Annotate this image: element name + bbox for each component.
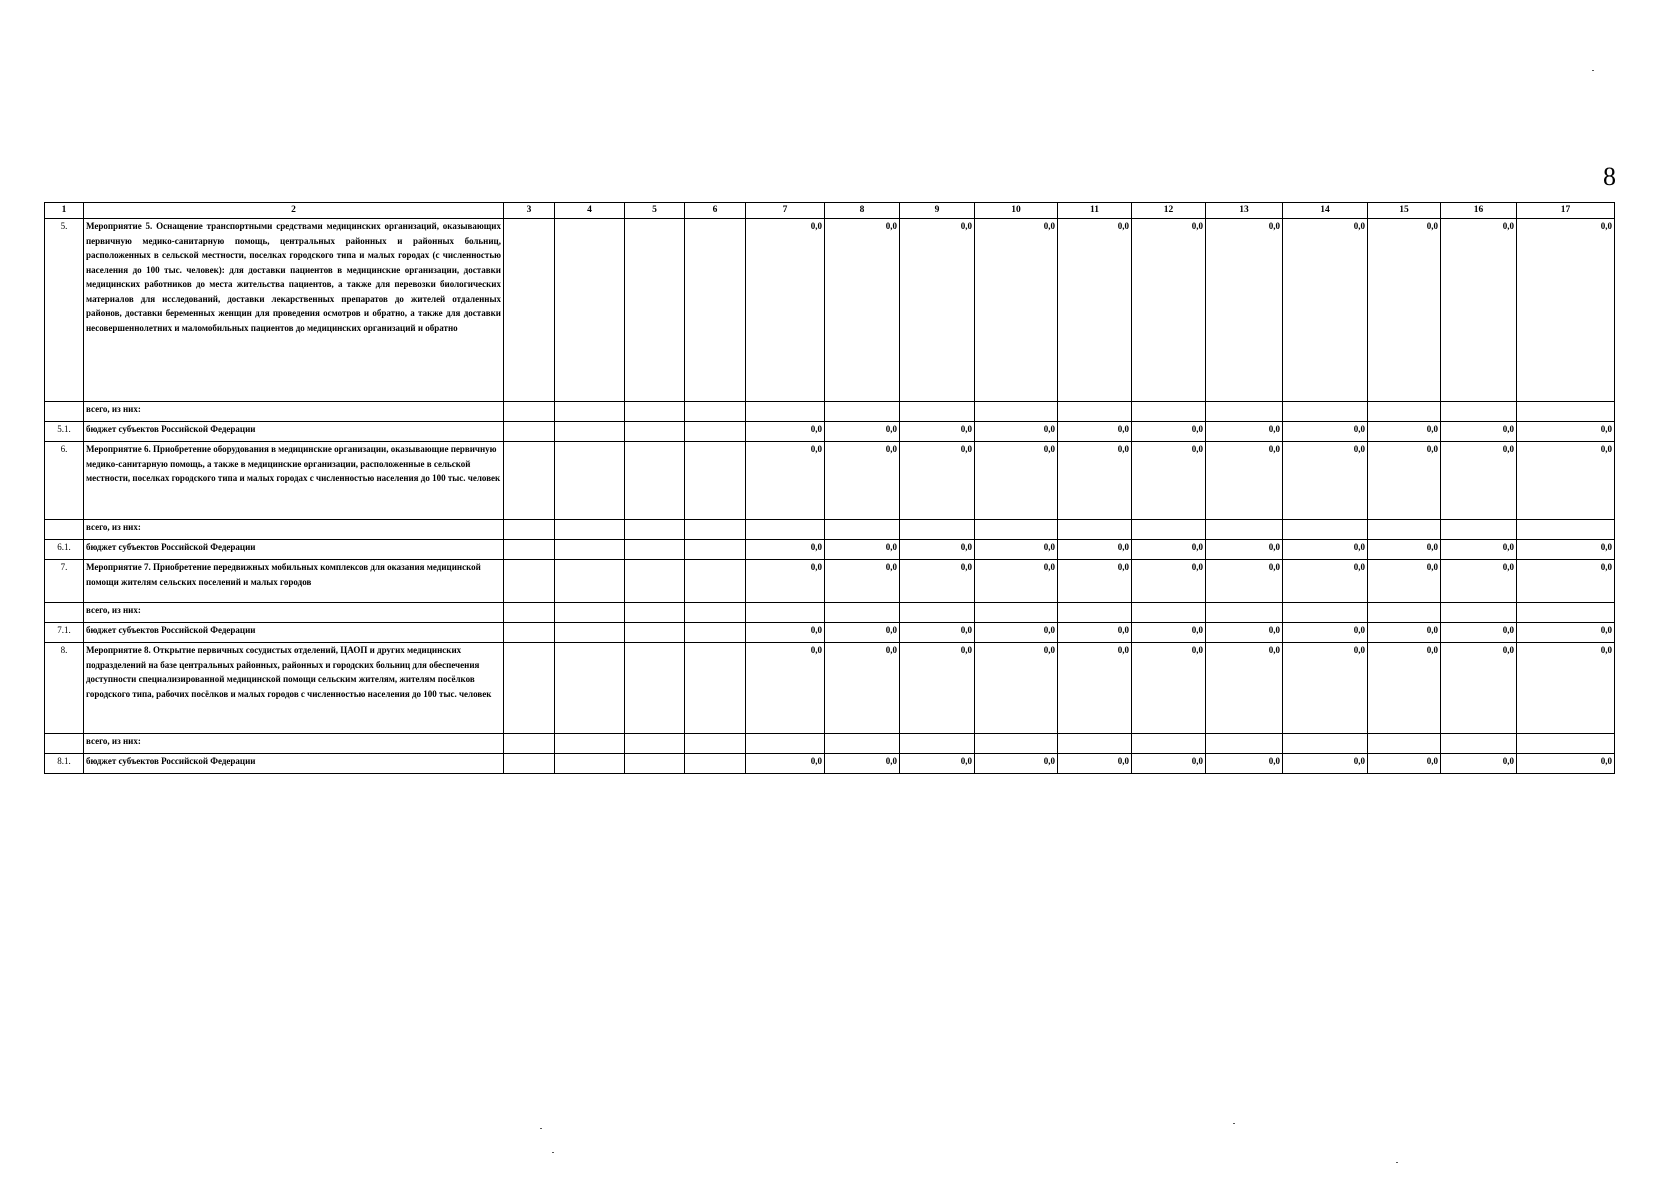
empty-cell bbox=[625, 734, 685, 754]
value-cell: 0,0 bbox=[1058, 560, 1132, 603]
header-cell: 15 bbox=[1368, 203, 1441, 219]
header-cell: 11 bbox=[1058, 203, 1132, 219]
empty-cell bbox=[625, 540, 685, 560]
value-cell: 0,0 bbox=[1517, 560, 1615, 603]
empty-cell bbox=[504, 754, 555, 774]
table-row bbox=[45, 219, 1615, 402]
empty-cell bbox=[555, 422, 625, 442]
value-cell: 0,0 bbox=[1206, 643, 1283, 734]
header-cell: 5 bbox=[625, 203, 685, 219]
value-cell: 0,0 bbox=[1283, 422, 1368, 442]
value-cell: 0,0 bbox=[1441, 219, 1517, 402]
value-cell: 0,0 bbox=[1206, 623, 1283, 643]
value-cell: 0,0 bbox=[1132, 422, 1206, 442]
row-number: 6. bbox=[45, 442, 84, 520]
value-cell: 0,0 bbox=[746, 540, 825, 560]
table-row bbox=[45, 520, 1615, 540]
value-cell: 0,0 bbox=[975, 219, 1058, 402]
value-cell: 0,0 bbox=[1517, 643, 1615, 734]
row-description: всего, из них: bbox=[84, 520, 504, 540]
value-cell bbox=[1058, 402, 1132, 422]
value-cell: 0,0 bbox=[1058, 540, 1132, 560]
value-cell: 0,0 bbox=[1441, 754, 1517, 774]
value-cell bbox=[1368, 734, 1441, 754]
empty-cell bbox=[625, 754, 685, 774]
value-cell: 0,0 bbox=[825, 623, 900, 643]
empty-cell bbox=[504, 219, 555, 402]
value-cell bbox=[1368, 603, 1441, 623]
value-cell bbox=[1517, 402, 1615, 422]
value-cell bbox=[1206, 603, 1283, 623]
empty-cell bbox=[625, 623, 685, 643]
row-number: 5.1. bbox=[45, 422, 84, 442]
table-row bbox=[45, 442, 1615, 520]
row-number: 5. bbox=[45, 219, 84, 402]
value-cell bbox=[900, 402, 975, 422]
value-cell bbox=[1283, 603, 1368, 623]
value-cell bbox=[1517, 734, 1615, 754]
row-description: бюджет субъектов Российской Федерации bbox=[84, 623, 504, 643]
empty-cell bbox=[504, 422, 555, 442]
value-cell: 0,0 bbox=[1283, 754, 1368, 774]
empty-cell bbox=[685, 754, 746, 774]
empty-cell bbox=[625, 219, 685, 402]
empty-cell bbox=[625, 402, 685, 422]
value-cell bbox=[825, 734, 900, 754]
value-cell: 0,0 bbox=[746, 442, 825, 520]
row-number bbox=[45, 603, 84, 623]
empty-cell bbox=[504, 643, 555, 734]
value-cell: 0,0 bbox=[1283, 540, 1368, 560]
table-row bbox=[45, 754, 1615, 774]
value-cell: 0,0 bbox=[900, 623, 975, 643]
value-cell: 0,0 bbox=[746, 643, 825, 734]
empty-cell bbox=[685, 520, 746, 540]
header-cell: 6 bbox=[685, 203, 746, 219]
empty-cell bbox=[555, 754, 625, 774]
value-cell bbox=[1368, 402, 1441, 422]
value-cell: 0,0 bbox=[975, 623, 1058, 643]
empty-cell bbox=[625, 603, 685, 623]
table-row bbox=[45, 540, 1615, 560]
empty-cell bbox=[625, 422, 685, 442]
value-cell: 0,0 bbox=[1283, 623, 1368, 643]
empty-cell bbox=[555, 442, 625, 520]
value-cell: 0,0 bbox=[1283, 643, 1368, 734]
value-cell: 0,0 bbox=[975, 422, 1058, 442]
value-cell: 0,0 bbox=[900, 219, 975, 402]
row-description: Мероприятие 7. Приобретение передвижных мобильных комплексов для оказания медицинской помощи жителям сельских поселений и малых городов bbox=[84, 560, 504, 603]
value-cell bbox=[1283, 734, 1368, 754]
empty-cell bbox=[625, 643, 685, 734]
table-row bbox=[45, 402, 1615, 422]
value-cell bbox=[1206, 520, 1283, 540]
value-cell bbox=[746, 402, 825, 422]
value-cell bbox=[900, 603, 975, 623]
header-cell: 2 bbox=[84, 203, 504, 219]
header-cell: 17 bbox=[1517, 203, 1615, 219]
value-cell: 0,0 bbox=[1517, 422, 1615, 442]
value-cell: 0,0 bbox=[1058, 442, 1132, 520]
value-cell: 0,0 bbox=[1206, 422, 1283, 442]
empty-cell bbox=[555, 520, 625, 540]
value-cell: 0,0 bbox=[1368, 422, 1441, 442]
row-number: 8.1. bbox=[45, 754, 84, 774]
value-cell: 0,0 bbox=[1441, 560, 1517, 603]
empty-cell bbox=[504, 402, 555, 422]
row-description: всего, из них: bbox=[84, 734, 504, 754]
value-cell: 0,0 bbox=[825, 219, 900, 402]
value-cell: 0,0 bbox=[1132, 219, 1206, 402]
value-cell: 0,0 bbox=[746, 623, 825, 643]
value-cell bbox=[825, 603, 900, 623]
empty-cell bbox=[504, 734, 555, 754]
value-cell: 0,0 bbox=[1058, 422, 1132, 442]
empty-cell bbox=[555, 603, 625, 623]
row-number: 6.1. bbox=[45, 540, 84, 560]
value-cell: 0,0 bbox=[900, 754, 975, 774]
value-cell: 0,0 bbox=[1132, 623, 1206, 643]
value-cell: 0,0 bbox=[1206, 754, 1283, 774]
row-number bbox=[45, 734, 84, 754]
value-cell bbox=[1132, 520, 1206, 540]
value-cell: 0,0 bbox=[746, 560, 825, 603]
row-number bbox=[45, 520, 84, 540]
value-cell: 0,0 bbox=[1368, 754, 1441, 774]
empty-cell bbox=[685, 560, 746, 603]
value-cell bbox=[1368, 520, 1441, 540]
header-cell: 1 bbox=[45, 203, 84, 219]
value-cell: 0,0 bbox=[1368, 623, 1441, 643]
value-cell: 0,0 bbox=[1283, 442, 1368, 520]
empty-cell bbox=[555, 540, 625, 560]
value-cell: 0,0 bbox=[1058, 623, 1132, 643]
header-cell: 3 bbox=[504, 203, 555, 219]
empty-cell bbox=[555, 560, 625, 603]
value-cell bbox=[1441, 520, 1517, 540]
empty-cell bbox=[504, 520, 555, 540]
value-cell: 0,0 bbox=[1517, 540, 1615, 560]
value-cell: 0,0 bbox=[1132, 560, 1206, 603]
row-description: бюджет субъектов Российской Федерации bbox=[84, 422, 504, 442]
value-cell: 0,0 bbox=[975, 643, 1058, 734]
value-cell: 0,0 bbox=[1132, 442, 1206, 520]
value-cell: 0,0 bbox=[900, 560, 975, 603]
empty-cell bbox=[685, 643, 746, 734]
empty-cell bbox=[685, 623, 746, 643]
value-cell: 0,0 bbox=[825, 442, 900, 520]
row-description: всего, из них: bbox=[84, 603, 504, 623]
value-cell: 0,0 bbox=[900, 442, 975, 520]
empty-cell bbox=[504, 603, 555, 623]
value-cell: 0,0 bbox=[1368, 540, 1441, 560]
value-cell bbox=[825, 402, 900, 422]
header-cell: 9 bbox=[900, 203, 975, 219]
empty-cell bbox=[685, 402, 746, 422]
value-cell bbox=[975, 734, 1058, 754]
value-cell bbox=[1206, 402, 1283, 422]
empty-cell bbox=[625, 520, 685, 540]
empty-cell bbox=[685, 442, 746, 520]
value-cell bbox=[746, 520, 825, 540]
value-cell: 0,0 bbox=[975, 540, 1058, 560]
value-cell: 0,0 bbox=[1368, 560, 1441, 603]
value-cell bbox=[1441, 603, 1517, 623]
empty-cell bbox=[625, 442, 685, 520]
row-description: бюджет субъектов Российской Федерации bbox=[84, 754, 504, 774]
value-cell: 0,0 bbox=[900, 540, 975, 560]
value-cell bbox=[975, 402, 1058, 422]
value-cell: 0,0 bbox=[1517, 754, 1615, 774]
value-cell: 0,0 bbox=[1368, 643, 1441, 734]
financing-table bbox=[44, 202, 1615, 774]
scan-speck bbox=[1592, 70, 1594, 71]
value-cell bbox=[1441, 402, 1517, 422]
value-cell: 0,0 bbox=[1132, 643, 1206, 734]
value-cell: 0,0 bbox=[1206, 540, 1283, 560]
value-cell: 0,0 bbox=[1441, 422, 1517, 442]
value-cell: 0,0 bbox=[825, 540, 900, 560]
value-cell: 0,0 bbox=[1132, 540, 1206, 560]
header-row bbox=[45, 203, 1615, 219]
empty-cell bbox=[555, 623, 625, 643]
value-cell: 0,0 bbox=[746, 754, 825, 774]
empty-cell bbox=[555, 219, 625, 402]
page-number: 8 bbox=[1603, 162, 1616, 191]
value-cell bbox=[1058, 520, 1132, 540]
table-row bbox=[45, 643, 1615, 734]
empty-cell bbox=[504, 442, 555, 520]
value-cell: 0,0 bbox=[975, 560, 1058, 603]
value-cell bbox=[1132, 734, 1206, 754]
value-cell bbox=[825, 520, 900, 540]
row-number: 8. bbox=[45, 643, 84, 734]
value-cell: 0,0 bbox=[900, 422, 975, 442]
value-cell: 0,0 bbox=[1058, 754, 1132, 774]
value-cell: 0,0 bbox=[975, 754, 1058, 774]
value-cell: 0,0 bbox=[1517, 219, 1615, 402]
value-cell: 0,0 bbox=[825, 643, 900, 734]
value-cell: 0,0 bbox=[1517, 442, 1615, 520]
empty-cell bbox=[685, 219, 746, 402]
value-cell: 0,0 bbox=[1441, 540, 1517, 560]
value-cell bbox=[1132, 402, 1206, 422]
value-cell: 0,0 bbox=[825, 560, 900, 603]
value-cell: 0,0 bbox=[1517, 623, 1615, 643]
empty-cell bbox=[685, 734, 746, 754]
empty-cell bbox=[555, 643, 625, 734]
value-cell bbox=[1441, 734, 1517, 754]
value-cell bbox=[900, 734, 975, 754]
header-cell: 12 bbox=[1132, 203, 1206, 219]
empty-cell bbox=[555, 402, 625, 422]
value-cell bbox=[975, 603, 1058, 623]
value-cell bbox=[1206, 734, 1283, 754]
row-number bbox=[45, 402, 84, 422]
value-cell bbox=[746, 603, 825, 623]
row-description: Мероприятие 8. Открытие первичных сосудистых отделений, ЦАОП и других медицинских подразделений на базе центральных районных, районных и городских больниц для обеспечения доступности специализированной медицинской помощи сельским жителям, жителям посёлков городского типа, рабочих посёлков и малых городов с численностью населения до 100 тыс. человек bbox=[84, 643, 504, 734]
empty-cell bbox=[555, 734, 625, 754]
value-cell: 0,0 bbox=[1368, 219, 1441, 402]
row-description: Мероприятие 5. Оснащение транспортными средствами медицинских организаций, оказывающих первичную медико-санитарную помощь, центральных районных и районных больниц, расположенных в сельской местности, поселках городского типа и малых городах (с численностью населения до 100 тыс. человек): для доставки пациентов в медицинские организации, доставки медицинских работников до места жительства пациентов, а также для перевозки биологических материалов для исследований, доставки лекарственных препаратов до жителей отдаленных районов, доставки беременных женщин для проведения осмотров и обратно, а также для доставки несовершеннолетних и маломобильных пациентов до медицинских организаций и обратно bbox=[84, 219, 504, 402]
value-cell: 0,0 bbox=[1283, 560, 1368, 603]
value-cell: 0,0 bbox=[1283, 219, 1368, 402]
row-number: 7.1. bbox=[45, 623, 84, 643]
row-description: Мероприятие 6. Приобретение оборудования в медицинские организации, оказывающие первичную медико-санитарную помощь, а также в медицинские организации, расположенные в сельской местности, поселках городского типа и малых городах с численностью населения до 100 тыс. человек bbox=[84, 442, 504, 520]
value-cell bbox=[1517, 520, 1615, 540]
value-cell: 0,0 bbox=[1368, 442, 1441, 520]
header-cell: 13 bbox=[1206, 203, 1283, 219]
value-cell bbox=[1132, 603, 1206, 623]
value-cell: 0,0 bbox=[1441, 643, 1517, 734]
value-cell: 0,0 bbox=[1206, 219, 1283, 402]
value-cell bbox=[1283, 402, 1368, 422]
value-cell bbox=[746, 734, 825, 754]
empty-cell bbox=[504, 560, 555, 603]
value-cell bbox=[1058, 603, 1132, 623]
header-cell: 8 bbox=[825, 203, 900, 219]
value-cell: 0,0 bbox=[825, 422, 900, 442]
header-cell: 4 bbox=[555, 203, 625, 219]
value-cell: 0,0 bbox=[1441, 623, 1517, 643]
value-cell: 0,0 bbox=[1206, 560, 1283, 603]
empty-cell bbox=[625, 560, 685, 603]
value-cell: 0,0 bbox=[1132, 754, 1206, 774]
value-cell: 0,0 bbox=[1058, 219, 1132, 402]
empty-cell bbox=[685, 603, 746, 623]
scan-speck bbox=[1396, 1162, 1398, 1163]
value-cell bbox=[1517, 603, 1615, 623]
value-cell bbox=[1058, 734, 1132, 754]
value-cell: 0,0 bbox=[1441, 442, 1517, 520]
row-description: бюджет субъектов Российской Федерации bbox=[84, 540, 504, 560]
value-cell: 0,0 bbox=[746, 422, 825, 442]
empty-cell bbox=[685, 540, 746, 560]
value-cell bbox=[1283, 520, 1368, 540]
value-cell: 0,0 bbox=[900, 643, 975, 734]
value-cell: 0,0 bbox=[1206, 442, 1283, 520]
table-row bbox=[45, 560, 1615, 603]
table-row bbox=[45, 603, 1615, 623]
scan-speck bbox=[540, 1128, 542, 1129]
row-description: всего, из них: bbox=[84, 402, 504, 422]
scan-speck bbox=[552, 1152, 554, 1153]
empty-cell bbox=[685, 422, 746, 442]
table-row bbox=[45, 623, 1615, 643]
value-cell bbox=[900, 520, 975, 540]
table-row bbox=[45, 422, 1615, 442]
value-cell: 0,0 bbox=[975, 442, 1058, 520]
empty-cell bbox=[504, 623, 555, 643]
value-cell: 0,0 bbox=[746, 219, 825, 402]
value-cell: 0,0 bbox=[825, 754, 900, 774]
header-cell: 16 bbox=[1441, 203, 1517, 219]
header-cell: 14 bbox=[1283, 203, 1368, 219]
header-cell: 7 bbox=[746, 203, 825, 219]
value-cell bbox=[975, 520, 1058, 540]
scan-speck bbox=[1233, 1123, 1235, 1124]
empty-cell bbox=[504, 540, 555, 560]
header-cell: 10 bbox=[975, 203, 1058, 219]
table-row bbox=[45, 734, 1615, 754]
value-cell: 0,0 bbox=[1058, 643, 1132, 734]
row-number: 7. bbox=[45, 560, 84, 603]
